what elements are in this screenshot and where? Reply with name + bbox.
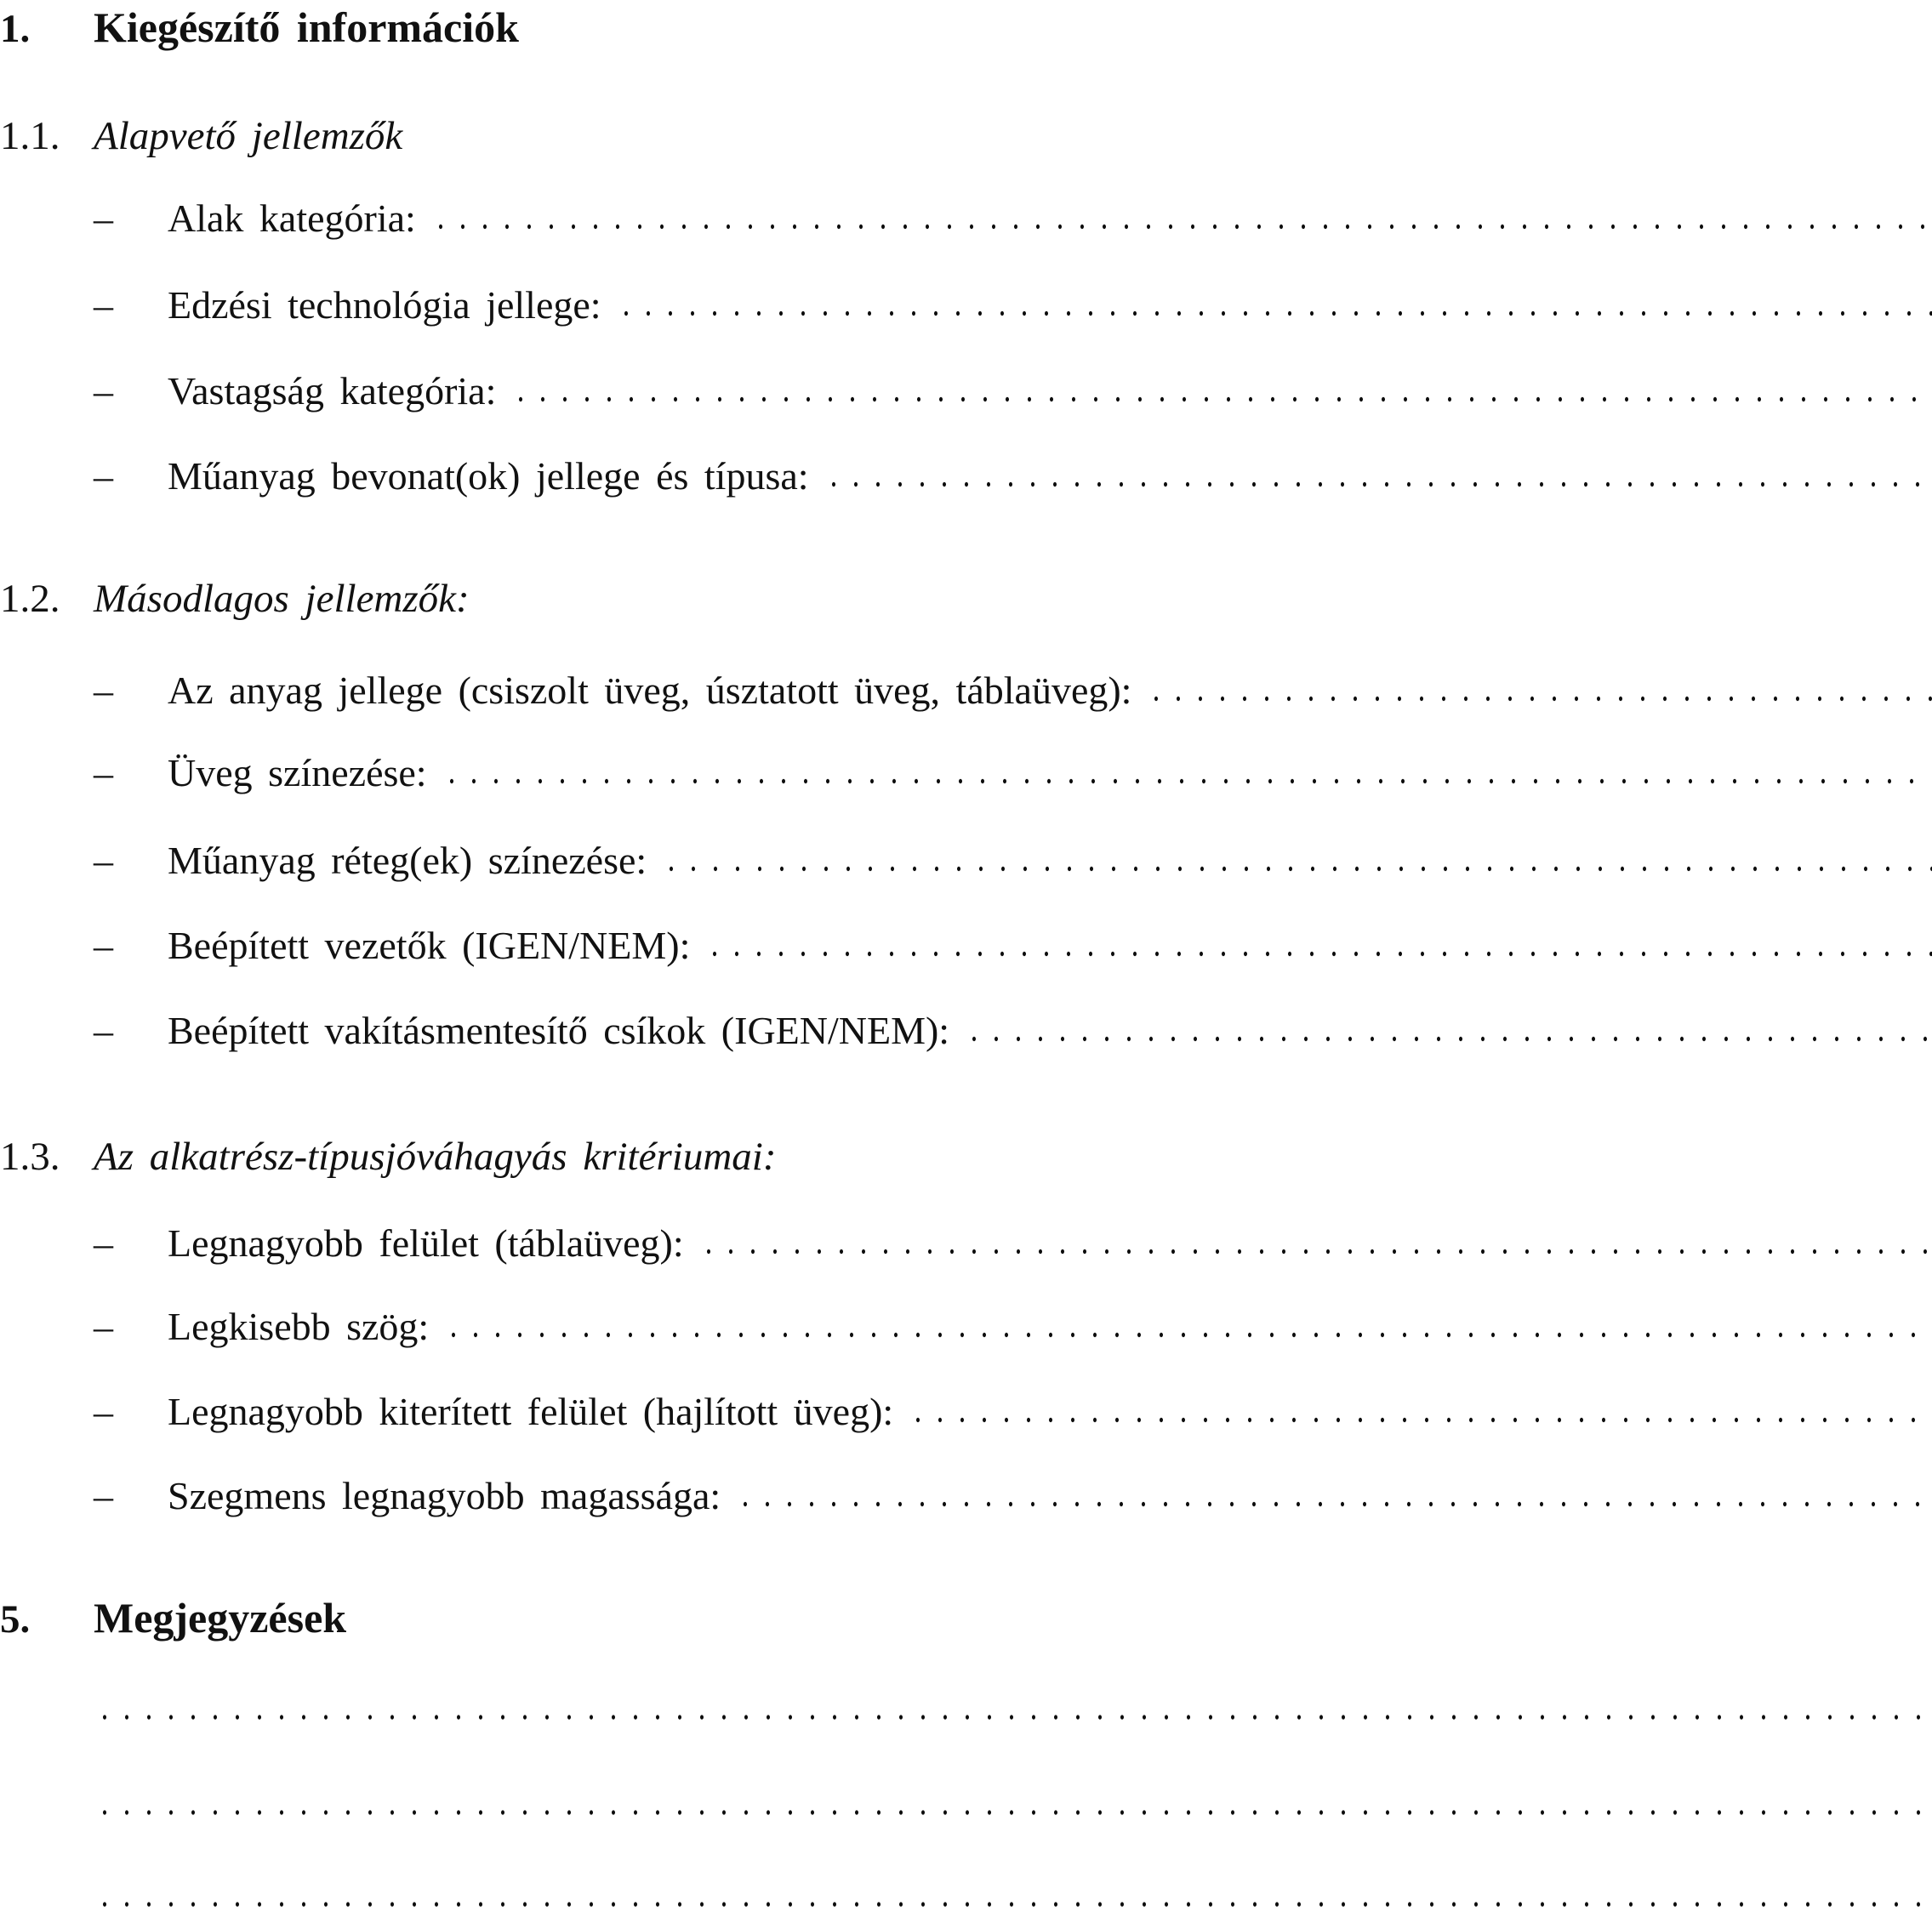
bullet-dash: –: [94, 283, 113, 327]
bullet-dash: –: [94, 1474, 113, 1517]
dotted-fill: [704, 949, 1932, 959]
form-field-row: [0, 1471, 1932, 1522]
form-field-row: [0, 366, 1932, 417]
dotted-fill: [615, 309, 1932, 318]
dotted-fill: [510, 395, 1932, 404]
notes-blank-dotted-line: [94, 1898, 1932, 1910]
form-field-row: [0, 748, 1932, 799]
section-number: 1.: [0, 7, 31, 51]
form-field-row: [0, 835, 1932, 886]
dotted-fill: [1145, 694, 1932, 703]
section-title: Megjegyzések: [94, 1594, 347, 1642]
field-label: Műanyag bevonat(ok) jellege és típusa:: [168, 454, 809, 498]
section-title: Alapvető jellemzők: [94, 114, 403, 158]
form-field-row: [0, 280, 1932, 331]
field-label: Legnagyobb kiterített felület (hajlított üveg):: [168, 1390, 894, 1433]
dotted-fill: [963, 1034, 1932, 1044]
dotted-fill: [907, 1415, 1932, 1425]
field-label: Alak kategória:: [168, 196, 416, 240]
bullet-dash: –: [94, 196, 113, 240]
field-label: Üveg színezése:: [168, 751, 427, 794]
field-label: Beépített vakításmentesítő csíkok (IGEN/NEM):: [168, 1009, 950, 1052]
notes-blank-dotted-line: [94, 1807, 1932, 1818]
dotted-fill: [442, 1330, 1932, 1340]
section-heading-1-2: [0, 573, 1932, 624]
form-field-row: [0, 193, 1932, 244]
section-number: 1.1.: [0, 114, 60, 158]
form-field-row: [0, 1218, 1932, 1269]
bullet-dash: –: [94, 369, 113, 413]
bullet-dash: –: [94, 454, 113, 498]
section-title: Másodlagos jellemzők:: [94, 577, 470, 621]
field-label: Szegmens legnagyobb magassága:: [168, 1474, 721, 1517]
section-title: Az alkatrész-típusjóváhagyás kritériumai:: [94, 1135, 777, 1179]
bullet-dash: –: [94, 1009, 113, 1052]
form-field-row: [0, 451, 1932, 502]
dotted-fill: [823, 480, 1932, 489]
section-title: Kiegészítő információk: [94, 3, 519, 51]
section-number: 1.2.: [0, 577, 60, 621]
form-field-row: [0, 665, 1932, 716]
section-heading-5: [0, 1592, 1932, 1645]
dotted-fill: [430, 222, 1932, 231]
field-label: Műanyag réteg(ek) színezése:: [168, 839, 647, 882]
dotted-fill: [441, 777, 1932, 786]
section-heading-1-3: [0, 1131, 1932, 1182]
bullet-dash: –: [94, 1390, 113, 1433]
bullet-dash: –: [94, 751, 113, 794]
form-field-row: [0, 920, 1932, 971]
bullet-dash: –: [94, 669, 113, 712]
bullet-dash: –: [94, 839, 113, 882]
notes-blank-dotted-line: [94, 1711, 1932, 1723]
field-label: Legkisebb szög:: [168, 1305, 430, 1348]
form-field-row: [0, 1386, 1932, 1437]
field-label: Beépített vezetők (IGEN/NEM):: [168, 924, 691, 967]
field-label: Edzési technológia jellege:: [168, 283, 601, 327]
section-number: 1.3.: [0, 1135, 60, 1179]
dotted-fill: [734, 1499, 1932, 1509]
bullet-dash: –: [94, 1305, 113, 1348]
dotted-fill: [660, 864, 1932, 873]
field-label: Vastagság kategória:: [168, 369, 497, 413]
dotted-fill: [698, 1247, 1932, 1256]
bullet-dash: –: [94, 924, 113, 967]
field-label: Legnagyobb felület (táblaüveg):: [168, 1221, 684, 1265]
bullet-dash: –: [94, 1221, 113, 1265]
field-label: Az anyag jellege (csiszolt üveg, úsztatott üveg, táblaüveg):: [168, 669, 1132, 712]
form-field-row: [0, 1301, 1932, 1352]
form-field-row: [0, 1005, 1932, 1056]
section-heading-1-1: [0, 111, 1932, 162]
section-heading-1: [0, 2, 1932, 54]
section-number: 5.: [0, 1597, 31, 1642]
